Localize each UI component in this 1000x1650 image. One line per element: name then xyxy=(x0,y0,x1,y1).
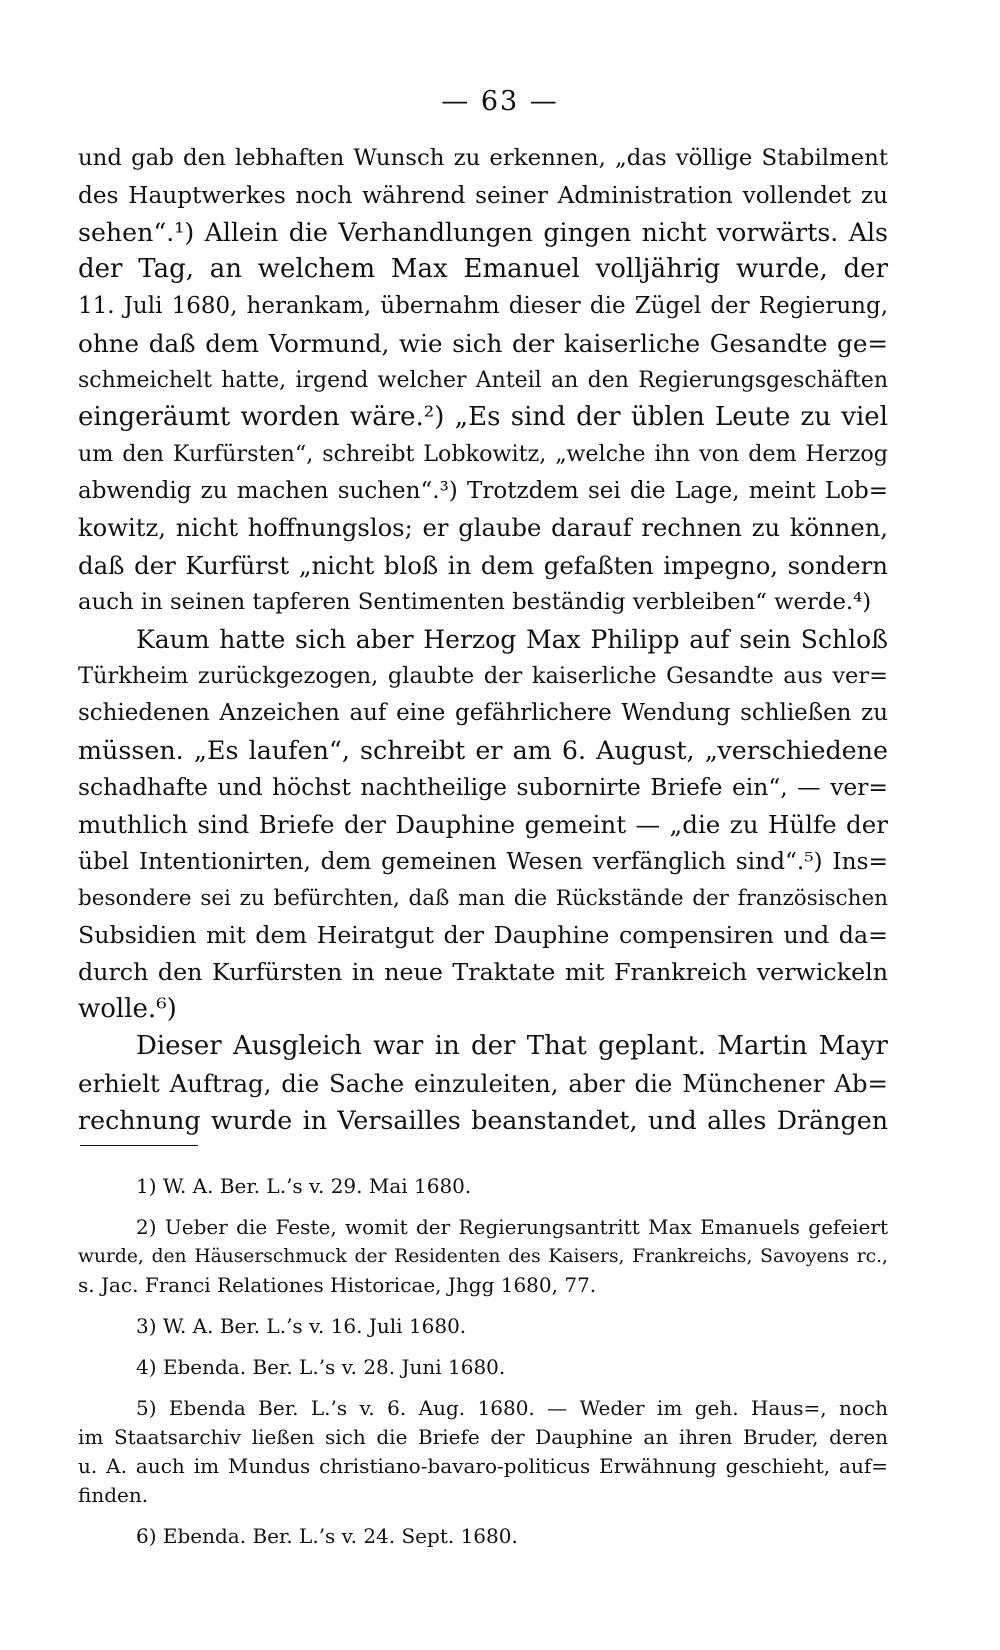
footnote-line: 4) Ebenda. Ber. L.’s v. 28. Juni 1680. xyxy=(136,1355,506,1379)
main-text xyxy=(78,140,888,1139)
page-number: — 63 — xyxy=(441,86,559,117)
text-line: erhielt Auftrag, die Sache einzuleiten, aber die Münchener Ab= xyxy=(78,1069,888,1098)
footnote-line: 5) Ebenda Ber. L.’s v. 6. Aug. 1680. — Weder im geh. Haus=, noch xyxy=(136,1396,888,1420)
text-line: schmeichelt hatte, irgend welcher Anteil an den Regierungsgeschäften xyxy=(78,368,888,393)
text-line: abwendig zu machen suchen“.³) Trotzdem sei die Lage, meint Lob= xyxy=(78,478,888,504)
footnote-line: im Staatsarchiv ließen sich die Briefe der Dauphine an ihren Bruder, deren xyxy=(78,1425,888,1449)
footnotes xyxy=(78,1172,888,1563)
footnote xyxy=(78,1522,888,1551)
footnote xyxy=(78,1394,888,1510)
footnote-line: finden. xyxy=(78,1483,149,1507)
text-line: 11. Juli 1680, herankam, übernahm dieser die Zügel der Regierung, xyxy=(78,293,888,319)
footnote-line: 3) W. A. Ber. L.’s v. 16. Juli 1680. xyxy=(136,1314,467,1338)
footnote-line: s. Jac. Franci Relationes Historicae, Jhgg 1680, 77. xyxy=(78,1273,597,1297)
footnote-line: u. A. auch im Mundus christiano-bavaro-politicus Erwähnung geschieht, auf= xyxy=(78,1454,888,1478)
footnote-line: 6) Ebenda. Ber. L.’s v. 24. Sept. 1680. xyxy=(136,1524,518,1548)
paragraph-start-line: Dieser Ausgleich war in der That geplant. Martin Mayr xyxy=(136,1031,888,1061)
footnote-divider xyxy=(80,1145,198,1146)
footnote xyxy=(78,1172,888,1201)
text-line: wolle.⁶) xyxy=(78,994,177,1024)
footnote xyxy=(78,1213,888,1300)
text-line: und gab den lebhaften Wunsch zu erkennen, „das völlige Stabilment xyxy=(78,145,888,171)
text-line: der Tag, an welchem Max Emanuel volljährig wurde, der xyxy=(78,254,888,284)
text-line: muthlich sind Briefe der Dauphine gemeint — „die zu Hülfe der xyxy=(78,810,888,839)
text-line: müssen. „Es laufen“, schreibt er am 6. August, „verschiedene xyxy=(78,735,888,765)
paragraph-start-line: Kaum hatte sich aber Herzog Max Philipp auf sein Schloß xyxy=(136,625,888,654)
text-line: um den Kurfürsten“, schreibt Lobkowitz, „welche ihn von dem Herzog xyxy=(78,441,888,467)
footnote xyxy=(78,1353,888,1382)
text-line: übel Intentionirten, dem gemeinen Wesen verfänglich sind“.⁵) Ins= xyxy=(78,848,888,875)
footnote-line: 1) W. A. Ber. L.’s v. 29. Mai 1680. xyxy=(136,1174,472,1198)
text-line: kowitz, nicht hoffnungslos; er glaube darauf rechnen zu können, xyxy=(78,514,888,542)
text-line: schiedenen Anzeichen auf eine gefährlichere Wendung schließen zu xyxy=(78,700,888,726)
text-line: Subsidien mit dem Heiratgut der Dauphine compensiren und da= xyxy=(78,921,888,949)
text-line: des Hauptwerkes noch während seiner Administration vollendet zu xyxy=(78,182,888,209)
text-line: durch den Kurfürsten in neue Traktate mit Frankreich verwickeln xyxy=(78,958,888,986)
text-line: rechnung wurde in Versailles beanstandet, und alles Drängen xyxy=(78,1106,888,1135)
text-line: besondere sei zu befürchten, daß man die Rückstände der französischen xyxy=(78,886,888,911)
footnote-line: 2) Ueber die Feste, womit der Regierungsantritt Max Emanuels gefeiert xyxy=(136,1215,888,1239)
text-line: daß der Kurfürst „nicht bloß in dem gefaßten impegno, sondern xyxy=(78,551,888,580)
text-line: Türkheim zurückgezogen, glaubte der kaiserliche Gesandte aus ver= xyxy=(78,663,888,689)
text-line: ohne daß dem Vormund, wie sich der kaiserliche Gesandte ge= xyxy=(78,329,888,358)
footnote xyxy=(78,1312,888,1341)
footnote-line: wurde, den Häuserschmuck der Residenten des Kaisers, Frankreichs, Savoyens rc., xyxy=(78,1246,888,1267)
text-line: sehen“.¹) Allein die Verhandlungen gingen nicht vorwärts. Als xyxy=(78,218,888,247)
text-line: schadhafte und höchst nachtheilige subornirte Briefe ein“, — ver= xyxy=(78,773,888,801)
text-line: auch in seinen tapferen Sentimenten beständig verbleiben“ werde.⁴) xyxy=(78,589,872,615)
text-line: eingeräumt worden wäre.²) „Es sind der üblen Leute zu viel xyxy=(78,402,888,432)
